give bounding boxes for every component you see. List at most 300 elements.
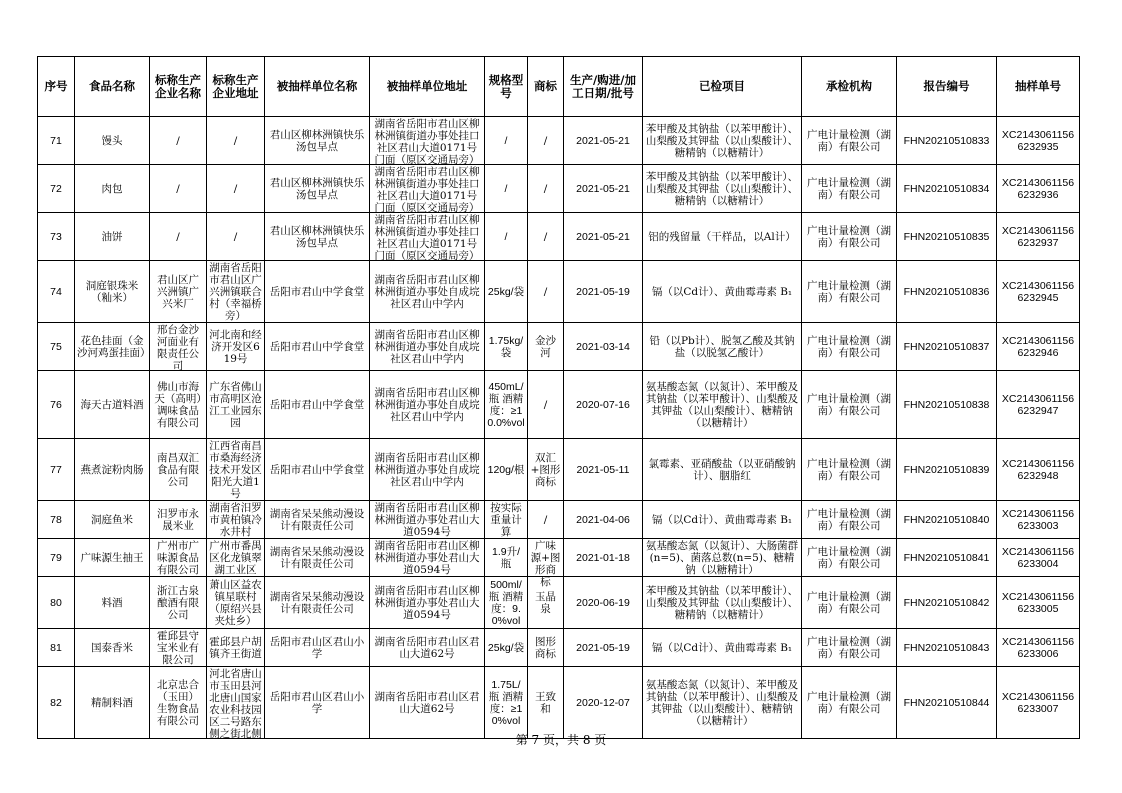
brand: / <box>543 182 548 195</box>
test-agency-cell <box>802 501 897 539</box>
food-name: 花色挂面（金沙河鸡蛋挂面） <box>77 334 151 359</box>
date-batch: 2020-06-19 <box>576 596 630 609</box>
tested-items: 氯霉素、亚硝酸盐（以亚硝酸钠计）、胭脂红 <box>648 457 796 482</box>
report-number: FHN20210510840 <box>903 513 990 526</box>
row-number: 82 <box>50 696 62 709</box>
sampled-unit-name: 君山区柳林洲镇快乐汤包早点 <box>269 224 365 249</box>
maker-address: 霍邱县户胡镇齐王街道 <box>209 635 262 660</box>
sample-number: XC21430611566232945 <box>1001 279 1075 304</box>
sampled-unit-name: 岳阳市君山区君山小学 <box>269 690 365 715</box>
sample-number-cell <box>997 117 1080 165</box>
date-batch: 2020-12-07 <box>576 696 630 709</box>
maker-address: / <box>233 230 238 243</box>
maker-address-cell <box>207 629 265 667</box>
maker-address-cell <box>207 165 265 213</box>
report-number: FHN20210510839 <box>903 463 990 476</box>
report-number-cell <box>897 371 997 439</box>
spec: 按实际重量计算 <box>490 501 522 538</box>
date-batch-cell <box>564 165 643 213</box>
brand-cell <box>528 539 564 588</box>
date-batch: 2021-05-21 <box>576 230 630 243</box>
tested-items-cell <box>643 165 802 213</box>
header-cell: 食品名称 <box>75 57 150 117</box>
brand-cell <box>528 501 564 539</box>
sample-number-cell <box>997 577 1080 629</box>
date-batch: 2021-04-06 <box>576 513 630 526</box>
brand-cell <box>528 323 564 371</box>
test-agency-cell <box>802 165 897 213</box>
row-number: 81 <box>50 641 62 654</box>
test-agency: 广电计量检测（湖南）有限公司 <box>807 392 891 417</box>
sampled-unit-name-cell <box>265 629 370 667</box>
date-batch: 2021-05-21 <box>576 134 630 147</box>
spec: / <box>504 230 508 243</box>
report-number: FHN20210510842 <box>903 596 990 609</box>
sampled-unit-name: 湖南省呆呆熊动漫设计有限责任公司 <box>269 507 365 532</box>
table-row <box>38 501 1080 539</box>
row-number: 72 <box>50 182 62 195</box>
sampled-unit-address-cell <box>370 439 485 501</box>
spec-cell <box>485 501 528 539</box>
test-agency-cell <box>802 261 897 323</box>
report-number: FHN20210510833 <box>903 134 990 147</box>
maker-name: / <box>176 230 180 243</box>
maker-address-cell <box>207 117 265 165</box>
report-number-cell <box>897 629 997 667</box>
maker-name-cell <box>150 323 207 371</box>
sample-number: XC21430611566233003 <box>1001 507 1075 532</box>
sample-number-cell <box>997 165 1080 213</box>
report-number-cell <box>897 439 997 501</box>
sampled-unit-name-cell <box>265 117 370 165</box>
sampled-unit-name-cell <box>265 501 370 539</box>
maker-address-cell <box>207 439 265 501</box>
report-number: FHN20210510841 <box>903 551 990 564</box>
test-agency: 广电计量检测（湖南）有限公司 <box>807 690 891 715</box>
report-number-cell <box>897 213 997 261</box>
test-agency: 广电计量检测（湖南）有限公司 <box>807 457 891 482</box>
sampled-unit-address: 湖南省岳阳市君山区柳林洲街道办事处自成垸社区君山中学内 <box>374 386 480 423</box>
sample-number-cell <box>997 629 1080 667</box>
sample-number: XC21430611566232946 <box>1001 334 1075 359</box>
test-agency-cell <box>802 539 897 577</box>
sample-number-cell <box>997 667 1080 739</box>
date-batch-cell <box>564 577 643 629</box>
maker-address-cell <box>207 577 265 629</box>
food-name-cell <box>75 667 150 739</box>
spec: / <box>504 182 508 195</box>
maker-name: 广州市广味源食品有限公司 <box>157 539 199 576</box>
sample-number: XC21430611566232947 <box>1001 392 1075 417</box>
spec-cell <box>485 667 528 739</box>
food-name: 燕煮淀粉肉肠 <box>80 463 144 476</box>
sampled-unit-name: 岳阳市君山区君山小学 <box>269 635 365 660</box>
tested-items: 铝的残留量（干样品，以Al计） <box>648 230 796 243</box>
sampled-unit-name-cell <box>265 323 370 371</box>
date-batch: 2021-05-19 <box>576 285 630 298</box>
brand: / <box>543 285 548 298</box>
sample-number-cell <box>997 439 1080 501</box>
table-row <box>38 577 1080 629</box>
brand: / <box>543 230 548 243</box>
maker-name-cell <box>150 539 207 577</box>
food-name-cell <box>75 577 150 629</box>
food-name-cell <box>75 261 150 323</box>
test-agency-cell <box>802 577 897 629</box>
test-agency: 广电计量检测（湖南）有限公司 <box>807 176 891 201</box>
tested-items-cell <box>643 539 802 577</box>
food-name: 洞庭银珠米（籼米） <box>85 279 139 304</box>
maker-address-cell <box>207 371 265 439</box>
spec: 25kg/袋 <box>487 285 525 298</box>
sampled-unit-name: 岳阳市君山中学食堂 <box>269 285 365 298</box>
sampled-unit-address: 湖南省岳阳市君山区柳林洲街道办事处君山大道0594号 <box>374 584 480 621</box>
sample-number: XC21430611566232948 <box>1001 457 1075 482</box>
spec-cell <box>485 629 528 667</box>
header-cell: 被抽样单位名称 <box>265 57 370 117</box>
sampled-unit-name-cell <box>265 165 370 213</box>
sampled-unit-address: 湖南省岳阳市君山区柳林洲街道办事处君山大道0594号 <box>374 539 480 576</box>
row-number-cell <box>38 371 75 439</box>
test-agency: 广电计量检测（湖南）有限公司 <box>807 545 891 570</box>
tested-items-cell <box>643 117 802 165</box>
test-agency: 广电计量检测（湖南）有限公司 <box>807 635 891 660</box>
food-name: 国泰香米 <box>91 641 133 654</box>
date-batch-cell <box>564 371 643 439</box>
maker-name-cell <box>150 165 207 213</box>
row-number-cell <box>38 117 75 165</box>
date-batch: 2021-05-11 <box>576 463 630 476</box>
brand: 玉晶泉 <box>535 590 556 615</box>
row-number-cell <box>38 213 75 261</box>
brand: / <box>543 513 548 526</box>
row-number-cell <box>38 165 75 213</box>
spec: 450mL/瓶 酒精度：≥10.0%vol <box>487 380 525 429</box>
report-number: FHN20210510838 <box>903 398 990 411</box>
table-row <box>38 539 1080 577</box>
brand-cell <box>528 439 564 501</box>
maker-name: 佛山市海天（高明）调味食品有限公司 <box>154 380 202 429</box>
header-cell: 报告编号 <box>897 57 997 117</box>
test-agency: 广电计量检测（湖南）有限公司 <box>807 224 891 249</box>
tested-items: 苯甲酸及其钠盐（以苯甲酸计）、山梨酸及其钾盐（以山梨酸计）、糖精钠（以糖精计） <box>645 584 799 621</box>
maker-name-cell <box>150 577 207 629</box>
row-number: 79 <box>50 551 62 564</box>
brand-cell <box>528 667 564 739</box>
tested-items-cell <box>643 501 802 539</box>
maker-name: / <box>176 134 180 147</box>
sample-number: XC21430611566233004 <box>1001 545 1075 570</box>
report-number-cell <box>897 501 997 539</box>
maker-address-cell <box>207 501 265 539</box>
brand-cell <box>528 371 564 439</box>
brand-cell <box>528 213 564 261</box>
report-number: FHN20210510843 <box>903 641 990 654</box>
sampled-unit-address: 湖南省岳阳市君山区君山大道62号 <box>374 690 480 715</box>
brand-cell <box>528 117 564 165</box>
sample-number: XC21430611566233005 <box>1001 590 1075 615</box>
food-name-cell <box>75 117 150 165</box>
sampled-unit-address-cell <box>370 165 485 213</box>
tested-items: 苯甲酸及其钠盐（以苯甲酸计）、山梨酸及其钾盐（以山梨酸计）、糖精钠（以糖精计） <box>645 122 799 159</box>
row-number: 80 <box>50 596 62 609</box>
food-name: 广味源生抽王 <box>80 551 144 564</box>
food-name-cell <box>75 539 150 577</box>
row-number-cell <box>38 667 75 739</box>
sample-number: XC21430611566233007 <box>1001 690 1075 715</box>
sampled-unit-address: 湖南省岳阳市君山区柳林洲镇街道办事处挂口社区君山大道0171号门面（原区交通局旁） <box>374 165 480 214</box>
row-number: 74 <box>50 285 62 298</box>
tested-items-cell <box>643 213 802 261</box>
header-cell: 生产/购进/加工日期/批号 <box>564 57 643 117</box>
maker-name-cell <box>150 117 207 165</box>
maker-name-cell <box>150 501 207 539</box>
sampled-unit-address-cell <box>370 371 485 439</box>
row-number: 73 <box>50 230 62 243</box>
spec: 1.75kg/袋 <box>488 334 524 359</box>
sampled-unit-address-cell <box>370 323 485 371</box>
food-name-cell <box>75 371 150 439</box>
brand: 广味源+图形商标 <box>530 539 561 588</box>
table-row <box>38 371 1080 439</box>
tested-items: 氨基酸态氮（以氮计）、苯甲酸及其钠盐（以苯甲酸计）、山梨酸及其钾盐（以山梨酸计）、糖精钠（以糖精计） <box>645 678 799 727</box>
report-number-cell <box>897 165 997 213</box>
sampled-unit-address: 湖南省岳阳市君山区柳林洲镇街道办事处挂口社区君山大道0171号门面（原区交通局旁） <box>374 117 480 166</box>
maker-address: / <box>233 182 238 195</box>
header-cell: 被抽样单位地址 <box>370 57 485 117</box>
sampled-unit-address: 湖南省岳阳市君山区柳林洲镇街道办事处挂口社区君山大道0171号门面（原区交通局旁） <box>374 213 480 262</box>
sampled-unit-name-cell <box>265 539 370 577</box>
header-cell: 商标 <box>528 57 564 117</box>
test-agency: 广电计量检测（湖南）有限公司 <box>807 590 891 615</box>
sampled-unit-address-cell <box>370 539 485 577</box>
date-batch: 2021-05-19 <box>576 641 630 654</box>
tested-items: 铅（以Pb计）、脱氢乙酸及其钠盐（以脱氢乙酸计） <box>649 334 795 359</box>
maker-address-cell <box>207 667 265 739</box>
brand: 金沙河 <box>535 334 556 359</box>
sampled-unit-address-cell <box>370 261 485 323</box>
maker-name-cell <box>150 371 207 439</box>
food-name: 海天古道料酒 <box>80 398 144 411</box>
table-row <box>38 261 1080 323</box>
spec-cell <box>485 539 528 577</box>
maker-address: 湖南省岳阳市君山区广兴洲镇联合村（幸福桥旁） <box>209 261 262 322</box>
row-number: 71 <box>50 134 62 147</box>
spec-cell <box>485 261 528 323</box>
test-agency-cell <box>802 667 897 739</box>
report-number-cell <box>897 261 997 323</box>
food-name: 精制料酒 <box>91 696 133 709</box>
header-cell: 承检机构 <box>802 57 897 117</box>
spec: / <box>504 134 508 147</box>
maker-address: 河北南和经济开发区619号 <box>209 328 262 365</box>
report-number: FHN20210510844 <box>903 696 990 709</box>
tested-items: 氨基酸态氮（以氮计）、苯甲酸及其钠盐（以苯甲酸计）、山梨酸及其钾盐（以山梨酸计）、糖精钠（以糖精计） <box>645 380 799 429</box>
page-footer: 第 7 页，共 8 页 <box>515 733 607 747</box>
row-number: 75 <box>50 340 62 353</box>
spec: 500ml/瓶 酒精度：9.0%vol <box>488 578 524 627</box>
date-batch-cell <box>564 213 643 261</box>
header-cell: 已检项目 <box>643 57 802 117</box>
food-name-cell <box>75 629 150 667</box>
spec-cell <box>485 323 528 371</box>
sampled-unit-name: 湖南省呆呆熊动漫设计有限责任公司 <box>269 590 365 615</box>
maker-address-cell <box>207 539 265 577</box>
date-batch: 2021-01-18 <box>576 551 630 564</box>
spec: 25kg/袋 <box>487 641 525 654</box>
maker-address: / <box>233 134 238 147</box>
maker-name: 君山区广兴洲镇广兴米厂 <box>157 273 199 310</box>
maker-name: / <box>176 182 180 195</box>
maker-address: 广东省佛山市高明区沧江工业园东园 <box>209 380 262 429</box>
sampled-unit-name-cell <box>265 439 370 501</box>
test-agency: 广电计量检测（湖南）有限公司 <box>807 128 891 153</box>
row-number-cell <box>38 577 75 629</box>
tested-items: 镉（以Cd计）、黄曲霉毒素 B₁ <box>651 513 793 526</box>
maker-name-cell <box>150 629 207 667</box>
test-agency-cell <box>802 213 897 261</box>
spec-cell <box>485 213 528 261</box>
sampled-unit-address: 湖南省岳阳市君山区柳林洲街道办事处君山大道0594号 <box>374 501 480 538</box>
sample-number-cell <box>997 501 1080 539</box>
report-number: FHN20210510834 <box>903 182 990 195</box>
sample-number-cell <box>997 261 1080 323</box>
food-name-cell <box>75 213 150 261</box>
sampled-unit-name: 君山区柳林洲镇快乐汤包早点 <box>269 128 365 153</box>
sampled-unit-address: 湖南省岳阳市君山区柳林洲街道办事处自成垸社区君山中学内 <box>374 328 480 365</box>
date-batch-cell <box>564 261 643 323</box>
maker-address-cell <box>207 323 265 371</box>
row-number: 76 <box>50 398 62 411</box>
header-cell: 序号 <box>38 57 75 117</box>
sampled-unit-name-cell <box>265 577 370 629</box>
sample-number: XC21430611566232935 <box>1001 128 1075 153</box>
row-number: 77 <box>50 463 62 476</box>
date-batch: 2020-07-16 <box>576 398 630 411</box>
test-agency-cell <box>802 629 897 667</box>
brand: 图形商标 <box>535 635 556 660</box>
food-name-cell <box>75 323 150 371</box>
spec: 1.9升/瓶 <box>491 545 520 570</box>
report-number: FHN20210510835 <box>903 230 990 243</box>
spec-cell <box>485 371 528 439</box>
maker-address-cell <box>207 213 265 261</box>
sampled-unit-address-cell <box>370 667 485 739</box>
brand-cell <box>528 629 564 667</box>
maker-name: 浙江古泉酿酒有限公司 <box>157 584 199 621</box>
maker-address: 河北省唐山市玉田县河北唐山国家农业科技园区二号路东侧之街北侧 <box>209 667 262 740</box>
sample-number-cell <box>997 213 1080 261</box>
food-name: 油饼 <box>101 230 123 243</box>
tested-items-cell <box>643 371 802 439</box>
header-cell: 抽样单号 <box>997 57 1080 117</box>
row-number-cell <box>38 439 75 501</box>
test-agency-cell <box>802 439 897 501</box>
inspection-table <box>37 56 1080 739</box>
maker-address-cell <box>207 261 265 323</box>
sampled-unit-name: 君山区柳林洲镇快乐汤包早点 <box>269 176 365 201</box>
sampled-unit-address-cell <box>370 213 485 261</box>
maker-name-cell <box>150 667 207 739</box>
spec: 1.75L/瓶 酒精度：≥10%vol <box>488 678 524 727</box>
report-number: FHN20210510837 <box>903 340 990 353</box>
maker-name: 汨罗市永晟米业 <box>157 507 199 532</box>
maker-address: 萧山区益农镇星联村（原绍兴县夹灶乡） <box>209 578 262 627</box>
tested-items: 苯甲酸及其钠盐（以苯甲酸计）、山梨酸及其钾盐（以山梨酸计）、糖精钠（以糖精计） <box>645 170 799 207</box>
tested-items-cell <box>643 323 802 371</box>
date-batch: 2021-05-21 <box>576 182 630 195</box>
sampled-unit-name-cell <box>265 213 370 261</box>
row-number-cell <box>38 501 75 539</box>
spec-cell <box>485 117 528 165</box>
table-row <box>38 667 1080 739</box>
row-number: 78 <box>50 513 62 526</box>
maker-name: 邢台金沙河面业有限责任公司 <box>157 323 199 372</box>
maker-address: 广州市番禺区化龙镇翠湖工业区 <box>209 539 262 576</box>
brand: / <box>543 398 548 411</box>
food-name: 肉包 <box>101 182 123 195</box>
sampled-unit-name-cell <box>265 261 370 323</box>
tested-items: 镉（以Cd计）、黄曲霉毒素 B₁ <box>651 285 793 298</box>
maker-name: 霍邱县守宝米业有限公司 <box>157 629 199 666</box>
row-number-cell <box>38 261 75 323</box>
brand: / <box>543 134 548 147</box>
test-agency: 广电计量检测（湖南）有限公司 <box>807 334 891 359</box>
test-agency-cell <box>802 371 897 439</box>
table-row <box>38 213 1080 261</box>
sampled-unit-address: 湖南省岳阳市君山区柳林洲街道办事处自成垸社区君山中学内 <box>374 451 480 488</box>
tested-items-cell <box>643 667 802 739</box>
food-name-cell <box>75 501 150 539</box>
maker-address: 湖南省汨罗市黄柏镇冷水井村 <box>209 501 262 538</box>
header-cell: 标称生产企业地址 <box>207 57 265 117</box>
table-row <box>38 323 1080 371</box>
date-batch-cell <box>564 629 643 667</box>
brand: 双汇+图形商标 <box>530 451 561 488</box>
sample-number: XC21430611566232937 <box>1001 224 1075 249</box>
spec-cell <box>485 165 528 213</box>
tested-items-cell <box>643 261 802 323</box>
date-batch-cell <box>564 439 643 501</box>
test-agency-cell <box>802 117 897 165</box>
maker-name-cell <box>150 213 207 261</box>
header-cell: 标称生产企业名称 <box>150 57 207 117</box>
sampled-unit-address-cell <box>370 117 485 165</box>
test-agency-cell <box>802 323 897 371</box>
food-name-cell <box>75 439 150 501</box>
test-agency: 广电计量检测（湖南）有限公司 <box>807 507 891 532</box>
food-name-cell <box>75 165 150 213</box>
brand: 王致和 <box>535 690 556 715</box>
maker-address: 江西省南昌市桑海经济技术开发区阳光大道1号 <box>209 439 262 500</box>
spec: 120g/根 <box>487 463 525 476</box>
sampled-unit-name: 湖南省呆呆熊动漫设计有限责任公司 <box>269 545 365 570</box>
maker-name: 北京忠合（玉田）生物食品有限公司 <box>157 678 199 727</box>
table-row <box>38 117 1080 165</box>
date-batch-cell <box>564 667 643 739</box>
tested-items-cell <box>643 629 802 667</box>
maker-name: 南昌双汇食品有限公司 <box>157 451 199 488</box>
test-agency: 广电计量检测（湖南）有限公司 <box>807 279 891 304</box>
report-number-cell <box>897 539 997 577</box>
food-name: 洞庭鱼米 <box>91 513 133 526</box>
sampled-unit-name: 岳阳市君山中学食堂 <box>269 463 365 476</box>
row-number-cell <box>38 539 75 577</box>
sampled-unit-address-cell <box>370 501 485 539</box>
brand-cell <box>528 261 564 323</box>
sampled-unit-address: 湖南省岳阳市君山区柳林洲街道办事处自成垸社区君山中学内 <box>374 273 480 310</box>
date-batch-cell <box>564 501 643 539</box>
